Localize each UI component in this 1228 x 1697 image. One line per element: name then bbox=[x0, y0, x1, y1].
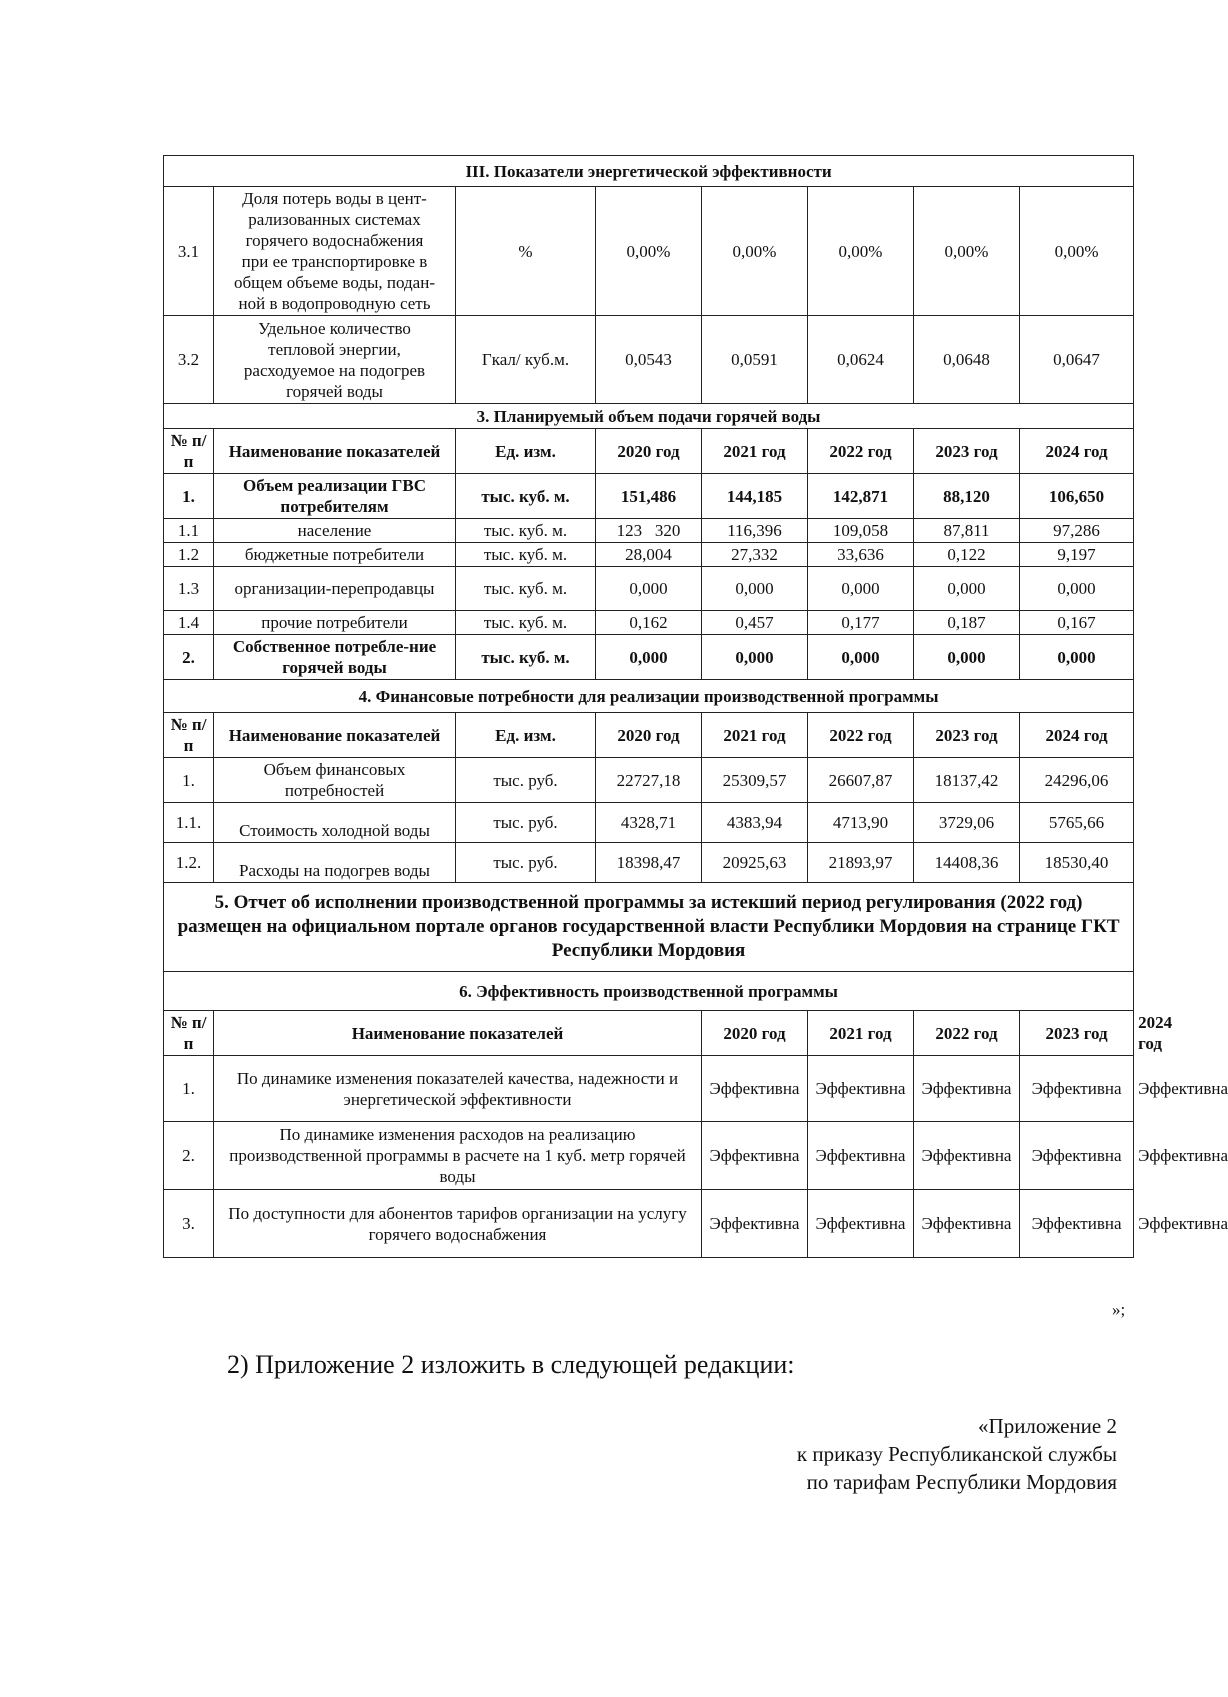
row-number: 3.2 bbox=[164, 316, 214, 404]
efficiency-cell: Эффективна bbox=[702, 1190, 808, 1258]
row-number: 1. bbox=[164, 1056, 214, 1122]
value-cell: 0,167 bbox=[1020, 611, 1134, 635]
col-year: 2021 год bbox=[702, 429, 808, 474]
col-year: 2022 год bbox=[808, 713, 914, 758]
value-cell: 27,332 bbox=[702, 543, 808, 567]
efficiency-cell: Эффективна bbox=[1020, 1056, 1134, 1122]
table-row bbox=[164, 803, 1134, 843]
row-number: 3.1 bbox=[164, 187, 214, 316]
table-row bbox=[164, 843, 1134, 883]
indicator-name: Стоимость холодной воды bbox=[214, 803, 456, 843]
value-cell: 0,000 bbox=[1020, 567, 1134, 611]
col-unit: Ед. изм. bbox=[456, 713, 596, 758]
table-row bbox=[164, 187, 1134, 316]
efficiency-cell: Эффективна bbox=[914, 1122, 1020, 1190]
col-year: 2022 год bbox=[914, 1011, 1020, 1056]
value-cell: 5765,66 bbox=[1020, 803, 1134, 843]
unit-cell: тыс. руб. bbox=[456, 758, 596, 803]
table-row bbox=[164, 474, 1134, 519]
table-row bbox=[164, 567, 1134, 611]
row-number: 1. bbox=[164, 758, 214, 803]
unit-cell: тыс. куб. м. bbox=[456, 519, 596, 543]
value-cell: 4383,94 bbox=[702, 803, 808, 843]
col-year: 2020 год bbox=[596, 713, 702, 758]
section-header-row bbox=[164, 156, 1134, 187]
column-header-row bbox=[164, 429, 1134, 474]
value-cell: 25309,57 bbox=[702, 758, 808, 803]
value-cell: 4713,90 bbox=[808, 803, 914, 843]
value-cell: 0,00% bbox=[1020, 187, 1134, 316]
value-cell: 144,185 bbox=[702, 474, 808, 519]
value-cell: 109,058 bbox=[808, 519, 914, 543]
efficiency-cell: Эффективна bbox=[808, 1056, 914, 1122]
unit-cell: тыс. куб. м. bbox=[456, 611, 596, 635]
table-row bbox=[164, 519, 1134, 543]
row-number: 3. bbox=[164, 1190, 214, 1258]
value-cell: 18530,40 bbox=[1020, 843, 1134, 883]
value-cell: 0,00% bbox=[702, 187, 808, 316]
value-cell: 88,120 bbox=[914, 474, 1020, 519]
value-cell: 0,000 bbox=[914, 567, 1020, 611]
value-cell: 18398,47 bbox=[596, 843, 702, 883]
unit-cell: тыс. руб. bbox=[456, 843, 596, 883]
program-efficiency-header: 6. Эффективность производственной программы bbox=[164, 972, 1134, 1011]
col-unit: Ед. изм. bbox=[456, 429, 596, 474]
value-cell: 22727,18 bbox=[596, 758, 702, 803]
row-number: 1. bbox=[164, 474, 214, 519]
indicator-name: Объем финансовых потребностей bbox=[214, 758, 456, 803]
col-name: Наименование показателей bbox=[214, 713, 456, 758]
indicator-name: По динамике изменения расходов на реализацию производственной программы в расчете на 1 куб. метр горячей воды bbox=[214, 1122, 702, 1190]
table-row bbox=[164, 635, 1134, 680]
unit-cell: тыс. куб. м. bbox=[456, 567, 596, 611]
row-number: 1.2 bbox=[164, 543, 214, 567]
column-header-row bbox=[164, 713, 1134, 758]
amendment-statement: 2) Приложение 2 изложить в следующей редакции: bbox=[227, 1350, 795, 1379]
annex-title: «Приложение 2 bbox=[978, 1414, 1117, 1438]
col-year: 2023 год bbox=[914, 713, 1020, 758]
value-cell: 0,00% bbox=[808, 187, 914, 316]
value-cell: 0,000 bbox=[808, 635, 914, 680]
col-year: 2023 год bbox=[914, 429, 1020, 474]
indicator-name: Удельное количество тепловой энергии, расходуемое на подогрев горячей воды bbox=[214, 316, 456, 404]
unit-cell: Гкал/ куб.м. bbox=[456, 316, 596, 404]
value-cell: 151,486 bbox=[596, 474, 702, 519]
value-cell: 3729,06 bbox=[914, 803, 1020, 843]
value-cell: 21893,97 bbox=[808, 843, 914, 883]
value-cell: 0,000 bbox=[596, 635, 702, 680]
col-year: 2024 год bbox=[1020, 713, 1134, 758]
value-cell: 9,197 bbox=[1020, 543, 1134, 567]
value-cell: 18137,42 bbox=[914, 758, 1020, 803]
planned-volume-header: 3. Планируемый объем подачи горячей воды bbox=[164, 404, 1134, 429]
table-row: 3. По доступности для абонентов тарифов организации на услугу горячего водоснабжения Эффективна Эффективна Эффективна Эффективна Эффективна bbox=[164, 1190, 1134, 1258]
report-statement: 5. Отчет об исполнении производственной программы за истекший период регулирования (2022 год) размещен на официальном портале органов государственной власти Республики Мордовия на странице ГКТ Республики Мордовия bbox=[164, 883, 1134, 972]
efficiency-cell: Эффективна bbox=[702, 1056, 808, 1122]
row-number: 1.2. bbox=[164, 843, 214, 883]
value-cell: 0,00% bbox=[596, 187, 702, 316]
table-row bbox=[164, 758, 1134, 803]
annex-order-line: к приказу Республиканской службы bbox=[796, 1442, 1117, 1466]
closing-quote-mark: »; bbox=[1112, 1300, 1126, 1319]
indicator-name: Объем реализации ГВС потребителям bbox=[214, 474, 456, 519]
col-year: 2024 год bbox=[1020, 429, 1134, 474]
value-cell: 0,0543 bbox=[596, 316, 702, 404]
indicator-name: Собственное потребле-ние горячей воды bbox=[214, 635, 456, 680]
indicator-name: Расходы на подогрев воды bbox=[214, 843, 456, 883]
indicator-name: население bbox=[214, 519, 456, 543]
table-row: 2. По динамике изменения расходов на реализацию производственной программы в расчете на 1 куб. метр горячей воды Эффективна Эффективна Эффективна Эффективна Эффективна bbox=[164, 1122, 1134, 1190]
col-year: 2020 год bbox=[702, 1011, 808, 1056]
unit-cell: тыс. куб. м. bbox=[456, 543, 596, 567]
program-table bbox=[163, 155, 1228, 1258]
value-cell: 123 320 bbox=[596, 519, 702, 543]
col-year: 2020 год bbox=[596, 429, 702, 474]
value-cell: 0,0648 bbox=[914, 316, 1020, 404]
unit-cell: тыс. куб. м. bbox=[456, 474, 596, 519]
value-cell: 0,162 bbox=[596, 611, 702, 635]
value-cell: 0,00% bbox=[914, 187, 1020, 316]
efficiency-cell: Эффективна bbox=[1020, 1122, 1134, 1190]
row-number: 1.3 bbox=[164, 567, 214, 611]
value-cell: 33,636 bbox=[808, 543, 914, 567]
value-cell: 0,177 bbox=[808, 611, 914, 635]
efficiency-cell: Эффективна bbox=[914, 1056, 1020, 1122]
value-cell: 87,811 bbox=[914, 519, 1020, 543]
indicator-name: Доля потерь воды в цент- рализованных системах горячего водоснабжения при ее транспортировке в общем объеме воды, подан- ной в водопроводную сеть bbox=[214, 187, 456, 316]
value-cell: 14408,36 bbox=[914, 843, 1020, 883]
value-cell: 0,0647 bbox=[1020, 316, 1134, 404]
value-cell: 0,457 bbox=[702, 611, 808, 635]
efficiency-cell: Эффективна bbox=[914, 1190, 1020, 1258]
col-name: Наименование показателей bbox=[214, 429, 456, 474]
row-number: 1.4 bbox=[164, 611, 214, 635]
value-cell: 0,0591 bbox=[702, 316, 808, 404]
value-cell: 0,000 bbox=[1020, 635, 1134, 680]
table-row bbox=[164, 543, 1134, 567]
table-row: 1. По динамике изменения показателей качества, надежности и энергетической эффективности Эффективна Эффективна Эффективна Эффективна Эффективна bbox=[164, 1056, 1134, 1122]
table-row bbox=[164, 611, 1134, 635]
annex-heading bbox=[797, 1412, 1117, 1496]
row-number: 1.1 bbox=[164, 519, 214, 543]
section-header-row bbox=[164, 404, 1134, 429]
energy-efficiency-header: III. Показатели энергетической эффективности bbox=[164, 156, 1134, 187]
value-cell: 0,000 bbox=[914, 635, 1020, 680]
value-cell: 0,187 bbox=[914, 611, 1020, 635]
report-row bbox=[164, 883, 1134, 972]
section-header-row bbox=[164, 972, 1134, 1011]
value-cell: 0,122 bbox=[914, 543, 1020, 567]
value-cell: 0,000 bbox=[808, 567, 914, 611]
value-cell: 0,000 bbox=[702, 567, 808, 611]
value-cell: 26607,87 bbox=[808, 758, 914, 803]
unit-cell: тыс. руб. bbox=[456, 803, 596, 843]
row-number: 1.1. bbox=[164, 803, 214, 843]
row-number: 2. bbox=[164, 1122, 214, 1190]
col-year: 2022 год bbox=[808, 429, 914, 474]
value-cell: 0,000 bbox=[702, 635, 808, 680]
indicator-name: бюджетные потребители bbox=[214, 543, 456, 567]
col-number: № п/п bbox=[164, 1011, 214, 1056]
value-cell: 24296,06 bbox=[1020, 758, 1134, 803]
value-cell: 0,000 bbox=[596, 567, 702, 611]
financial-needs-header: 4. Финансовые потребности для реализации производственной программы bbox=[164, 680, 1134, 713]
col-number: № п/п bbox=[164, 429, 214, 474]
indicator-name: прочие потребители bbox=[214, 611, 456, 635]
value-cell: 97,286 bbox=[1020, 519, 1134, 543]
row-number: 2. bbox=[164, 635, 214, 680]
value-cell: 28,004 bbox=[596, 543, 702, 567]
col-name: Наименование показателей bbox=[214, 1011, 702, 1056]
value-cell: 0,0624 bbox=[808, 316, 914, 404]
efficiency-cell: Эффективна bbox=[808, 1190, 914, 1258]
col-number: № п/п bbox=[164, 713, 214, 758]
column-header-row: № п/п Наименование показателей 2020 год 2021 год 2022 год 2023 год 2024 год bbox=[164, 1011, 1134, 1056]
value-cell: 142,871 bbox=[808, 474, 914, 519]
value-cell: 106,650 bbox=[1020, 474, 1134, 519]
unit-cell: тыс. куб. м. bbox=[456, 635, 596, 680]
value-cell: 4328,71 bbox=[596, 803, 702, 843]
section-header-row bbox=[164, 680, 1134, 713]
value-cell: 116,396 bbox=[702, 519, 808, 543]
col-year: 2023 год bbox=[1020, 1011, 1134, 1056]
efficiency-cell: Эффективна bbox=[808, 1122, 914, 1190]
table-row bbox=[164, 316, 1134, 404]
value-cell: 20925,63 bbox=[702, 843, 808, 883]
annex-authority-line: по тарифам Республики Мордовия bbox=[806, 1470, 1117, 1494]
indicator-name: По доступности для абонентов тарифов организации на услугу горячего водоснабжения bbox=[214, 1190, 702, 1258]
col-year: 2021 год bbox=[808, 1011, 914, 1056]
col-year: 2021 год bbox=[702, 713, 808, 758]
efficiency-cell: Эффективна bbox=[1020, 1190, 1134, 1258]
efficiency-cell: Эффективна bbox=[702, 1122, 808, 1190]
indicator-name: По динамике изменения показателей качества, надежности и энергетической эффективности bbox=[214, 1056, 702, 1122]
unit-cell: % bbox=[456, 187, 596, 316]
indicator-name: организации-перепродавцы bbox=[214, 567, 456, 611]
